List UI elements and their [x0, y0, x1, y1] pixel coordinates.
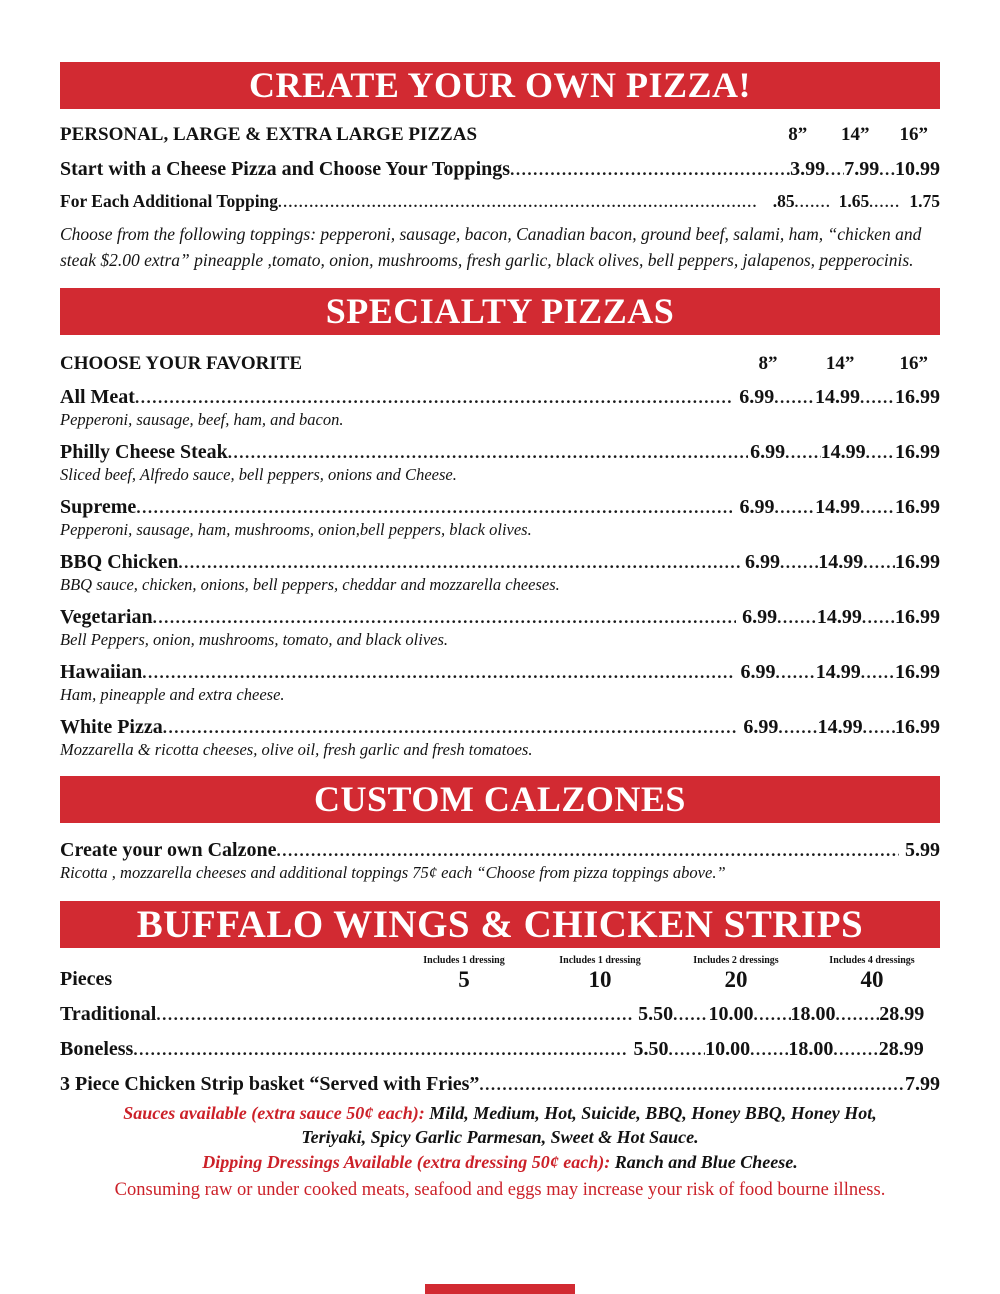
item-name: Vegetarian: [60, 605, 153, 628]
dressing-note: Includes 2 dressings: [693, 954, 779, 966]
dot-leader: [860, 386, 894, 409]
price-16in: 16.99: [895, 550, 940, 573]
specialty-header-label: CHOOSE YOUR FAVORITE: [60, 352, 303, 374]
price-10pc: 10.00: [705, 1037, 751, 1060]
item-description: Sliced beef, Alfredo sauce, bell peppers, onions and Cheese.: [60, 464, 457, 484]
price-16in: 1.75: [909, 191, 940, 211]
dot-leader: [833, 1038, 878, 1061]
price-14in: 14.99: [815, 495, 861, 518]
price-8in: 6.99: [742, 605, 778, 628]
dot-leader: [135, 386, 732, 409]
item-name: All Meat: [60, 385, 135, 408]
create-header-label: PERSONAL, LARGE & EXTRA LARGE PIZZAS: [60, 124, 478, 145]
item-name: Start with a Cheese Pizza and Choose Your Toppings: [60, 158, 511, 180]
dot-leader: [775, 661, 815, 684]
health-disclaimer: Consuming raw or under cooked meats, seafood and eggs may increase your risk of food bourne illness.: [114, 1180, 886, 1201]
item-price-row: [60, 386, 940, 409]
price-8in: 3.99: [790, 158, 826, 180]
dipping-label: Dipping Dressings Available (extra dressing 50¢ each):: [202, 1152, 615, 1173]
price-5pc: 5.50: [633, 1037, 669, 1060]
price-10pc: 10.00: [708, 1002, 754, 1025]
menu-row-boneless-wings: [60, 1038, 940, 1061]
price-8in: 6.99: [739, 385, 775, 408]
dot-leader: [866, 441, 895, 464]
item-description: Bell Peppers, onion, mushrooms, tomato, and black olives.: [60, 629, 449, 649]
price-8in: 6.99: [739, 495, 775, 518]
dipping-list: Ranch and Blue Cheese.: [614, 1152, 798, 1173]
item-price-row: [60, 606, 940, 629]
dipping-note: [60, 1152, 940, 1173]
menu-item-supreme: [60, 496, 940, 540]
item-description: BBQ sauce, chicken, onions, bell peppers, cheddar and mozzarella cheeses.: [60, 574, 560, 594]
price-20pc: 18.00: [788, 1037, 834, 1060]
create-size-header-row: [60, 124, 940, 146]
menu-item-philly-cheese-steak: [60, 441, 940, 485]
size-col-14: 14”: [825, 352, 855, 374]
pieces-label: Pieces: [60, 967, 113, 990]
menu-item-vegetarian: [60, 606, 940, 650]
wings-col-5: [396, 954, 532, 991]
price-40pc: 28.99: [878, 1037, 924, 1060]
size-col-14: 14”: [840, 124, 870, 145]
item-name: For Each Additional Topping: [60, 191, 279, 211]
dot-leader: [836, 1003, 880, 1026]
price-14in: 7.99: [844, 158, 880, 180]
price-20pc: 18.00: [790, 1002, 836, 1025]
item-name: Boneless: [60, 1037, 134, 1060]
item-description: Pepperoni, sausage, beef, ham, and bacon.: [60, 409, 344, 429]
price-40pc: 28.99: [879, 1002, 925, 1025]
dot-leader: [863, 716, 895, 739]
price-16in: 16.99: [895, 385, 940, 408]
price-16in: 10.99: [895, 158, 940, 180]
item-name: Create your own Calzone: [60, 838, 277, 861]
item-description: Pepperoni, sausage, ham, mushrooms, onion,bell peppers, black olives.: [60, 519, 532, 539]
wings-header-row: [60, 954, 940, 991]
item-name: Philly Cheese Steak: [60, 440, 228, 463]
item-description: Mozzarella & ricotta cheeses, olive oil, fresh garlic and fresh tomatoes.: [60, 739, 533, 759]
dot-leader: [136, 496, 732, 519]
dot-leader: [775, 496, 816, 519]
menu-item-bbq-chicken: [60, 551, 940, 595]
dot-leader: [774, 386, 815, 409]
dot-leader: [510, 158, 790, 181]
sauces-label: Sauces available (extra sauce 50¢ each):: [123, 1102, 430, 1123]
dressing-note: Includes 4 dressings: [829, 954, 915, 966]
sauces-list-line2: Teriyaki, Spicy Garlic Parmesan, Sweet & Hot Sauce.: [301, 1126, 699, 1147]
price-16in: 16.99: [895, 605, 940, 628]
price: 5.99: [905, 838, 940, 861]
dot-leader: [862, 606, 895, 629]
menu-row-traditional-wings: [60, 1003, 940, 1026]
dressing-note: Includes 1 dressing: [559, 954, 641, 966]
toppings-note: Choose from the following toppings: pepperoni, sausage, bacon, Canadian bacon, ground beef, salami, ham, “chicken and steak $2.00 extra” pineapple ,tomato, onion, mushrooms, fresh garlic, black olives, bell peppers, jalapenos, pepperocinis.: [60, 224, 922, 271]
item-name: White Pizza: [60, 715, 163, 738]
piece-count: 10: [588, 966, 612, 992]
section-banner-specialty-pizzas: SPECIALTY PIZZAS: [60, 288, 940, 335]
dot-leader: [479, 1073, 905, 1096]
price-14in: 14.99: [818, 550, 864, 573]
size-col-8: 8”: [788, 124, 808, 145]
item-name: Supreme: [60, 495, 137, 518]
dot-leader: [228, 441, 749, 464]
item-description: Ricotta , mozzarella cheeses and additional toppings 75¢ each “Choose from pizza toppings above.”: [60, 862, 726, 882]
price-14in: 14.99: [815, 385, 860, 408]
price-8in: 6.99: [743, 715, 779, 738]
item-price-row: [60, 716, 940, 739]
wings-col-20: [668, 954, 804, 991]
dot-leader: [753, 1003, 790, 1026]
size-col-16: 16”: [899, 124, 928, 145]
price-14in: 14.99: [820, 440, 866, 463]
dot-leader: [869, 191, 899, 212]
price-16in: 16.99: [894, 495, 940, 518]
price-14in: 14.99: [815, 660, 861, 683]
dot-leader: [142, 661, 734, 684]
sauces-note: [60, 1101, 940, 1150]
price-16in: 16.99: [895, 440, 940, 463]
price-8in: 6.99: [750, 440, 786, 463]
size-col-8: 8”: [758, 352, 778, 374]
item-description: Ham, pineapple and extra cheese.: [60, 684, 285, 704]
menu-row-custom-calzone: [60, 839, 940, 862]
bottom-red-bar: [425, 1284, 575, 1294]
menu-row-chicken-strip-basket: [60, 1073, 940, 1096]
piece-count: 20: [724, 966, 748, 992]
price-16in: 16.99: [895, 660, 940, 683]
price-16in: 16.99: [895, 715, 940, 738]
dot-leader: [668, 1038, 705, 1061]
dot-leader: [860, 496, 894, 519]
item-price-row: [60, 551, 940, 574]
dot-leader: [863, 551, 895, 574]
price-8in: 6.99: [740, 660, 776, 683]
section-banner-buffalo-wings: BUFFALO WINGS & CHICKEN STRIPS: [60, 901, 940, 948]
price: 7.99: [905, 1072, 940, 1095]
item-price-row: [60, 441, 940, 464]
item-price-row: [60, 496, 940, 519]
dot-leader: [178, 551, 740, 574]
menu-item-hawaiian: [60, 661, 940, 705]
dot-leader: [156, 1003, 634, 1026]
item-name: BBQ Chicken: [60, 550, 179, 573]
piece-count: 5: [458, 966, 470, 992]
dot-leader: [780, 551, 818, 574]
price-14in: 14.99: [816, 605, 862, 628]
dot-leader: [785, 441, 820, 464]
sauces-list-line1: Mild, Medium, Hot, Suicide, BBQ, Honey BBQ, Honey Hot,: [429, 1102, 877, 1123]
item-price-row: [60, 661, 940, 684]
price-5pc: 5.50: [638, 1002, 674, 1025]
dot-leader: [673, 1003, 708, 1026]
section-banner-create-your-own-pizza: CREATE YOUR OWN PIZZA!: [60, 62, 940, 109]
dot-leader: [163, 716, 738, 739]
dot-leader: [825, 158, 844, 181]
dot-leader: [153, 606, 736, 629]
item-name: 3 Piece Chicken Strip basket “Served with Fries”: [60, 1072, 480, 1095]
price-8in: .85: [772, 191, 795, 211]
menu-item-all-meat: [60, 386, 940, 430]
specialty-size-header-row: [60, 353, 940, 375]
menu-row-additional-topping: [60, 191, 940, 212]
dressing-note: Includes 1 dressing: [423, 954, 505, 966]
price-14in: 1.65: [838, 191, 870, 211]
dot-leader: [777, 606, 817, 629]
wings-col-40: [804, 954, 940, 991]
dot-leader: [795, 191, 831, 212]
section-banner-custom-calzones: CUSTOM CALZONES: [60, 776, 940, 823]
size-col-16: 16”: [899, 352, 928, 374]
dot-leader: [879, 158, 895, 181]
piece-count: 40: [860, 966, 884, 992]
dot-leader: [861, 661, 894, 684]
wings-col-10: [532, 954, 668, 991]
dot-leader: [778, 716, 817, 739]
item-name: Traditional: [60, 1002, 157, 1025]
price-8in: 6.99: [745, 550, 780, 573]
menu-item-white-pizza: [60, 716, 940, 760]
dot-leader: [133, 1038, 627, 1061]
dot-leader: [276, 839, 899, 862]
price-14in: 14.99: [817, 715, 863, 738]
menu-row-cheese-pizza: [60, 158, 940, 181]
dot-leader: [750, 1038, 788, 1061]
item-name: Hawaiian: [60, 660, 143, 683]
dot-leader: [278, 191, 757, 212]
